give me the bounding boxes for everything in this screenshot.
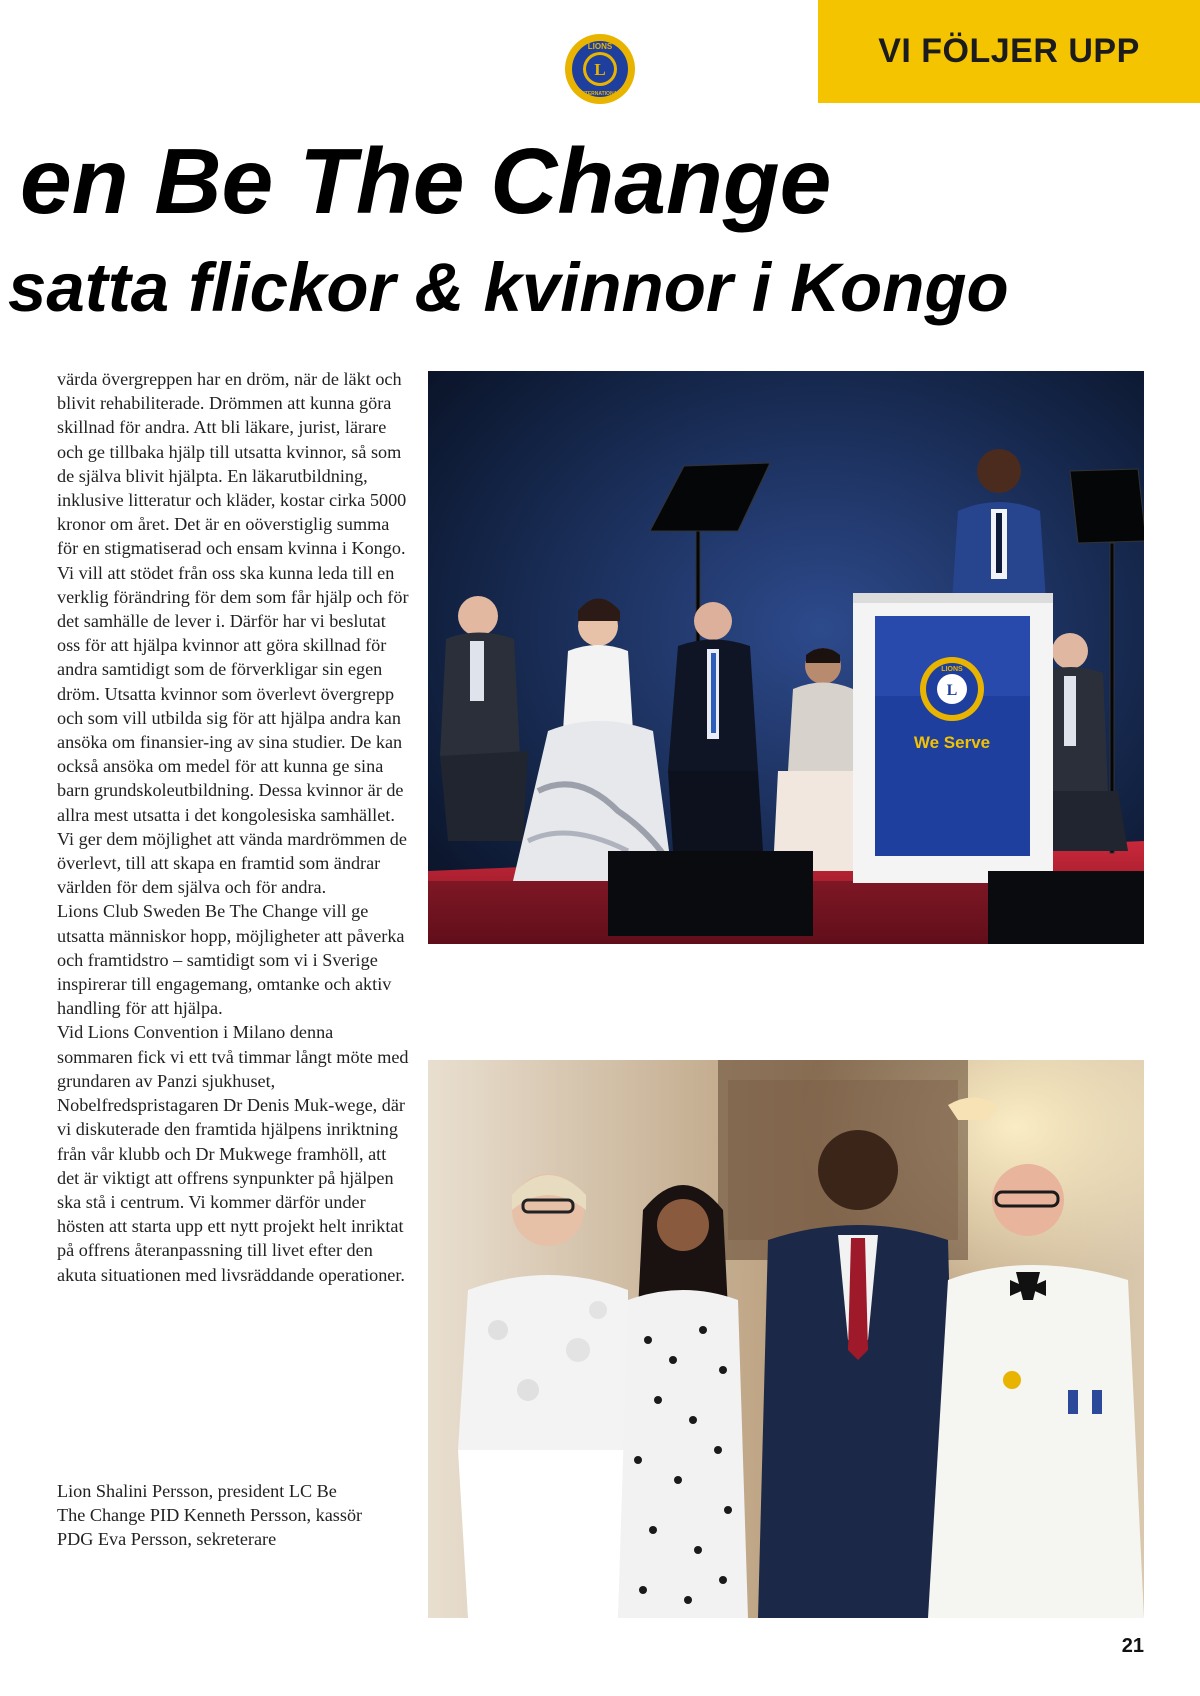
body-paragraph: värda övergreppen har en dröm, när de läkt och blivit rehabiliterade. Drömmen att kunna göra skillnad för andra. Att bli läkare, jurist, lärare och ge tillbaka hjälp till utsatta kvinnor, så som de själva blivit hjälpta. En läkarutbildning, inklusive litteratur och kläder, kostar cirka 5000 kronor om året. Det är en oöverstiglig summa för en stigmatiserad och ensam kvinna i Kongo. Vi vill att stödet från oss ska kunna leda till en verklig förändring för dem som får hjälp och för det samhälle de lever i. Därför har vi beslutat oss för att hjälpa kvinnor att göra skillnad för andra samtidigt som de förverkligar sin egen dröm. Utsatta kvinnor som överlevt övergrepp och som vill utbilda sig för att hjälpa andra kan ansöka om finansier-ing av sina studier. De kan också ansöka om medel för att kunna ge sina barn grundskoleutbildning. Dessa kvinnor är de allra mest utsatta i det kongolesiska samhället. Vi ger dem möjlighet att vända mardrömmen de överlevt, till att skapa en framtid som ändrar världen för dem själva och för andra. [57,369,409,898]
logo-top-text: LIONS [587,42,613,51]
headline-line-2: satta flickor & kvinnor i Kongo [8,249,1009,326]
section-tab [818,0,1200,103]
svg-text:L: L [946,682,958,699]
photo-convention-stage [428,371,1144,944]
body-paragraph: Lions Club Sweden Be The Change vill ge utsatta människor hopp, möjligheter att påverka och framtidstro – samtidigt som vi i Sverige inspirerar till engagemang, omtanke och aktiv handling för att hjälpa. [57,901,405,1019]
podium-slogan: We Serve [913,733,991,752]
section-tab-label: VI FÖLJER UPP [878,32,1140,70]
photo-group-portrait [428,1060,1144,1618]
body-paragraph: Vid Lions Convention i Milano denna sommaren fick vi ett två timmar långt möte med grundaren av Panzi sjukhuset, Nobelfredspristagaren Dr Denis Muk-wege, där vi diskuterade den framtida hjälpens inriktning från vår klubb och Dr Mukwege framhöll, att det är viktigt att offrens synpunkter på hjälpen ska stå i centrum. Vi kommer därför under hösten att starta upp ett nytt projekt helt inriktat på offrens återanpassning till livet efter den akuta situationen med livsräddande operationer. [57,1022,409,1285]
lions-international-emblem-icon [563,32,637,106]
signature-line: Lion Shalini Persson, president LC Be [57,1481,337,1501]
signature-line: The Change PID Kenneth Persson, kassör [57,1505,363,1526]
logo-bottom-text: INTERNATIONAL [579,91,621,97]
podium-logo-text: LIONS [941,666,963,673]
article-body [57,367,409,1287]
headline-line-1: en Be The Change [20,129,832,233]
signature-line: PDG Eva Persson, sekreterare [57,1529,277,1550]
page-number: 21 [1121,1635,1144,1657]
signature-block [57,1479,409,1552]
logo-center-letter: L [594,60,606,79]
